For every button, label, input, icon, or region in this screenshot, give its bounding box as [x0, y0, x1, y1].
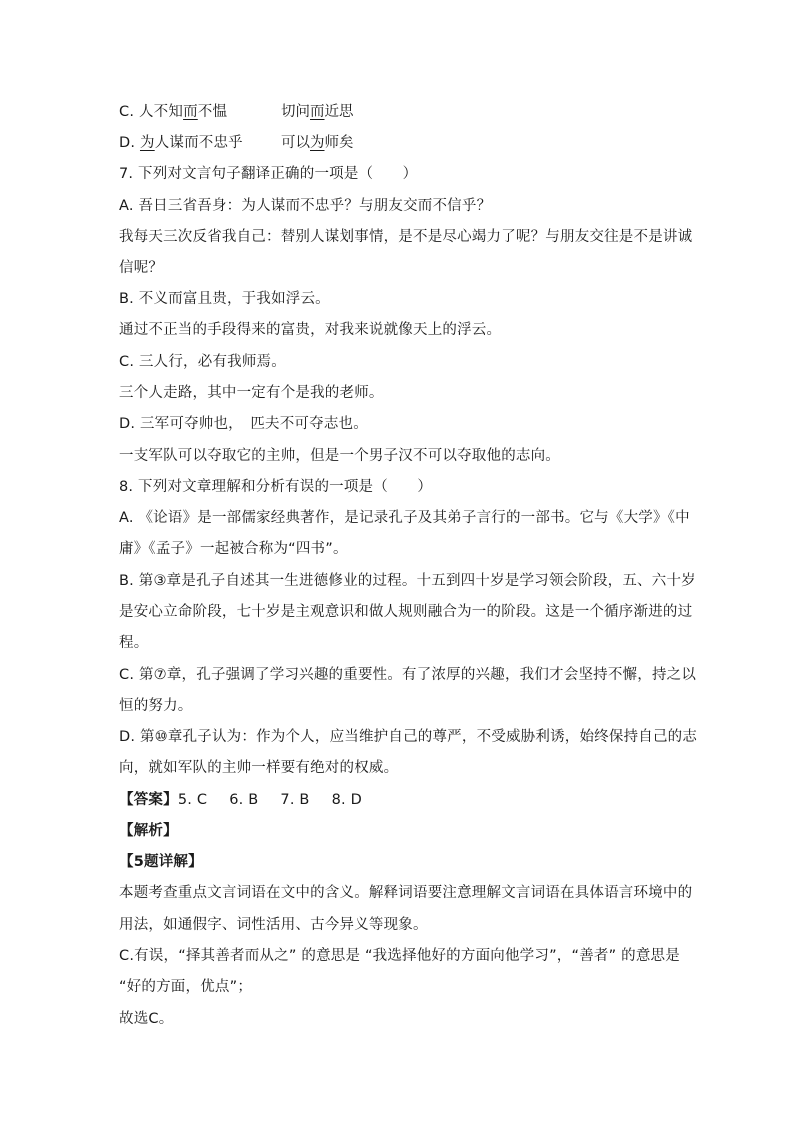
analysis-paragraph-1-cont: 用法，如通假字、词性活用、古今异义等现象。: [119, 917, 428, 933]
answer-item: 5. C: [177, 792, 208, 808]
underlined-word: 为: [139, 135, 155, 151]
q7-option-c: C. 三人行，必有我师焉。: [119, 354, 286, 370]
q6-option-d: [119, 133, 679, 153]
q8-option-b-cont: 是安心立命阶段，七十岁是主观意识和做人规则融合为一的阶段。这是一个循序渐进的过: [119, 604, 693, 620]
answer-line: [119, 790, 679, 810]
q8-option-a: A. 《论语》是一部儒家经典著作，是记录孔子及其弟子言行的一部书。它与《大学》《中: [119, 510, 690, 526]
analysis-paragraph-2-cont: “好的方面，优点”；: [119, 979, 253, 995]
analysis-paragraph-1: 本题考查重点文言词语在文中的含义。解释词语要注意理解文言词语在具体语言环境中的: [119, 885, 693, 901]
option-text: 师矣: [324, 135, 354, 151]
q7-option-a: A. 吾日三省吾身：为人谋而不忠乎？与朋友交而不信乎？: [119, 198, 492, 214]
option-text: 切问: [281, 104, 310, 120]
option-text: 人谋而不忠乎: [154, 135, 243, 151]
option-label: D.: [119, 135, 140, 151]
q6-option-c: [119, 102, 679, 122]
option-text: 不愠: [197, 104, 228, 120]
q7-option-c-translation: 三个人走路，其中一定有个是我的老师。: [119, 385, 384, 401]
answer-item: 6. B: [229, 792, 259, 808]
analysis-subheading: 【5题详解】: [119, 854, 203, 870]
option-text: 人不知: [138, 104, 184, 120]
q7-option-d-translation: 一支军队可以夺取它的主帅，但是一个男子汉不可以夺取他的志向。: [119, 448, 560, 464]
answer-label: 【答案】: [119, 792, 178, 808]
q6-option-c-second: [281, 102, 354, 122]
underlined-word: 为: [310, 135, 325, 151]
underlined-word: 而: [183, 104, 198, 120]
answer-item: 7. B: [280, 792, 310, 808]
analysis-heading: 【解析】: [119, 823, 178, 839]
q6-option-d-second: [281, 133, 354, 153]
q8-option-a-cont: 庸》《孟子》一起被合称为“四书”。: [119, 541, 348, 557]
option-text: 可以: [281, 135, 310, 151]
option-text: 近思: [324, 104, 354, 120]
q7-option-b: B. 不义而富且贵，于我如浮云。: [119, 291, 330, 307]
option-label: C.: [119, 104, 139, 120]
q8-option-d-cont: 向，就如军队的主帅一样要有绝对的权威。: [119, 760, 399, 776]
q8-option-d: D. 第⑩章孔子认为：作为个人，应当维护自己的尊严，不受威胁利诱，始终保持自己的志: [119, 729, 698, 745]
q7-option-d: D. 三军可夺帅也， 匹夫不可夺志也。: [119, 416, 368, 432]
answer-item: 8. D: [331, 792, 363, 808]
q8-stem: 8. 下列对文章理解和分析有误的一项是（ ）: [119, 479, 433, 495]
q7-stem: 7. 下列对文言句子翻译正确的一项是（ ）: [119, 166, 418, 182]
q7-option-b-translation: 通过不正当的手段得来的富贵，对我来说就像天上的浮云。: [119, 322, 502, 338]
q7-option-a-translation: 我每天三次反省我自己：替别人谋划事情，是不是尽心竭力了呢？与朋友交往是不是讲诚: [119, 229, 693, 245]
analysis-paragraph-2: C.有误，“择其善者而从之” 的意思是 “我选择他好的方面向他学习”，“善者” 的意思是: [119, 948, 680, 964]
underlined-word: 而: [310, 104, 325, 120]
analysis-conclusion: 故选C。: [119, 1011, 174, 1027]
q8-option-b-cont2: 程。: [119, 635, 149, 651]
q7-option-a-translation-cont: 信呢？: [119, 260, 164, 276]
q8-option-c-cont: 恒的努力。: [119, 698, 193, 714]
q8-option-b: B. 第③章是孔子自述其一生进德修业的过程。十五到四十岁是学习领会阶段，五、六十岁: [119, 573, 696, 589]
q8-option-c: C. 第⑦章，孔子强调了学习兴趣的重要性。有了浓厚的兴趣，我们才会坚持不懈，持之以: [119, 667, 697, 683]
